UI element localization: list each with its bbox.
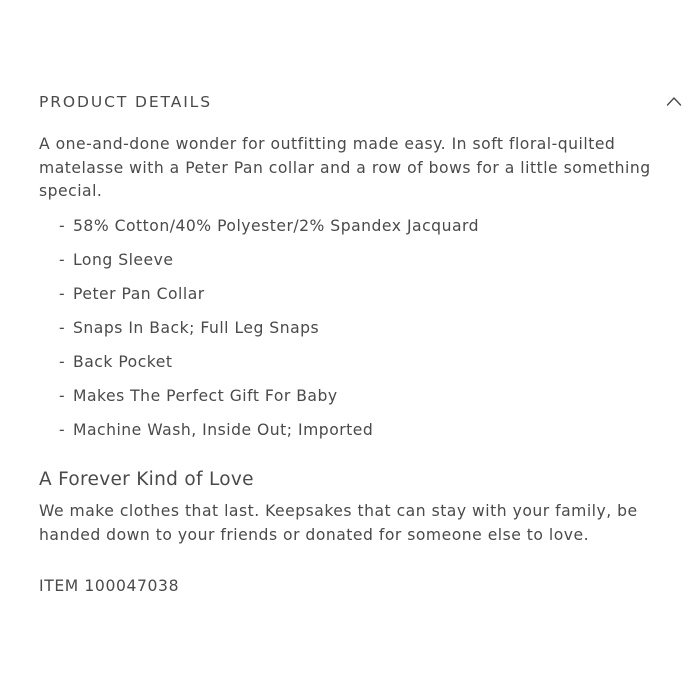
feature-text: Long Sleeve — [73, 251, 174, 269]
feature-item — [59, 384, 479, 408]
forever-love-heading: A Forever Kind of Love — [39, 469, 254, 490]
bullet-dash: - — [59, 353, 66, 371]
feature-text: Machine Wash, Inside Out; Imported — [73, 421, 374, 439]
chevron-up-icon[interactable] — [666, 95, 682, 107]
bullet-dash: - — [59, 319, 66, 337]
bullet-dash: - — [59, 251, 66, 269]
feature-text: 58% Cotton/40% Polyester/2% Spandex Jacquard — [73, 217, 480, 235]
bullet-dash: - — [59, 285, 66, 303]
feature-item — [59, 214, 479, 238]
item-number — [39, 574, 179, 598]
feature-text: Makes The Perfect Gift For Baby — [73, 387, 338, 405]
bullet-dash: - — [59, 387, 66, 405]
feature-text: Snaps In Back; Full Leg Snaps — [73, 319, 320, 337]
feature-item — [59, 316, 479, 340]
feature-item — [59, 248, 479, 272]
product-details-header[interactable] — [39, 91, 684, 115]
feature-list — [59, 214, 479, 452]
feature-item — [59, 418, 479, 442]
forever-love-text: We make clothes that last. Keepsakes that can stay with your family, be handed down to your friends or donated for someone else to love. — [39, 502, 638, 544]
bullet-dash: - — [59, 217, 66, 235]
product-description: A one-and-done wonder for outfitting made easy. In soft floral-quilted matelasse with a Peter Pan collar and a row of bows for a little something special. — [39, 135, 651, 201]
feature-item — [59, 350, 479, 374]
product-details-title: PRODUCT DETAILS — [39, 93, 212, 111]
feature-text: Back Pocket — [73, 353, 173, 371]
bullet-dash: - — [59, 421, 66, 439]
feature-item — [59, 282, 479, 306]
item-label: ITEM — [39, 577, 79, 595]
feature-text: Peter Pan Collar — [73, 285, 205, 303]
item-number-value: 100047038 — [84, 577, 180, 595]
